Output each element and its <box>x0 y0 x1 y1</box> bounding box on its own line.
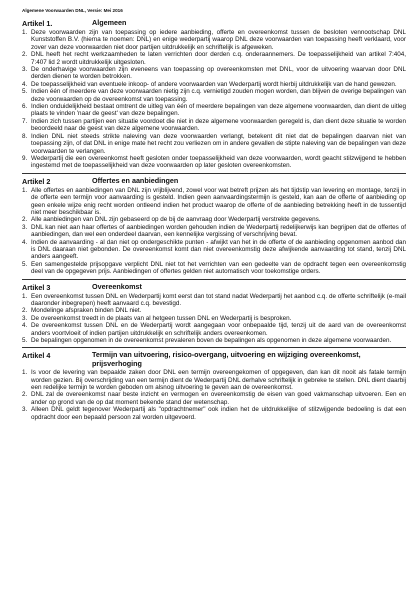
clause-number: 1. <box>22 186 28 194</box>
clause-item <box>22 187 406 217</box>
clause-item <box>22 293 406 308</box>
clause-item <box>22 337 406 344</box>
clause-item <box>22 224 406 239</box>
article-number: Artikel 3 <box>22 282 51 292</box>
clause-number: 3. <box>22 406 28 414</box>
clause-number: 1. <box>22 29 28 36</box>
clause-item <box>22 216 406 223</box>
clause-text: De onderhavige voorwaarden zijn eveneens van toepassing op overeenkomsten met DNL, voor de uitvoering waarvan door DNL derden dienen te worden betrokken. <box>31 66 406 81</box>
clause-text: Alle aanbiedingen van DNL zijn gebaseerd op de bij de aanvraag door Wederpartij verstrekte gegevens. <box>31 216 321 224</box>
clause-text: Een samengestelde prijsopgave verplicht DNL niet tot het verrichten van een gedeelte van de opdracht tegen een overeenkomstig deel van de opgegeven prijs. Aanbiedingen of offertes gelden niet automatisch voor toekomstige orders. <box>31 260 406 276</box>
clause-item <box>22 391 406 406</box>
clause-text: DNL zal de overeenkomst naar beste inzicht en vermogen en overeenkomstig de eisen van goed vakmanschap uitvoeren. Een en ander op grond van de op dat moment bekende stand der wetenschap. <box>31 391 406 406</box>
clause-item <box>22 307 406 314</box>
clause-list <box>22 187 406 276</box>
clause-number: 2. <box>22 391 28 399</box>
clause-list <box>22 293 406 345</box>
clause-number: 1. <box>22 369 28 377</box>
clause-item <box>22 155 406 170</box>
clause-item <box>22 315 406 322</box>
document-header: Algemene Voorwaarden DNL, Versie: Mei 2016 <box>22 8 123 13</box>
article-title: Algemeen <box>92 18 127 27</box>
clause-text: Alleen DNL geldt tegenover Wederpartij als "opdrachtnemer" ook indien het de uitdrukkelijke of stilzwijgende bedoeling is dat een opdracht door een bepaald persoon zal worden uitgevoerd. <box>31 406 406 421</box>
clause-item <box>22 88 406 103</box>
clause-number: 6. <box>22 103 28 111</box>
clause-text: Een overeenkomst tussen DNL en Wederpartij komt eerst dan tot stand nadat Wederpartij het aanbod c.q. de offerte schriftelijk (e-mail daaronder inbegrepen) heeft aanvaard c.q. bevestigd. <box>31 292 406 307</box>
clause-text: Indien onduidelijkheid bestaat omtrent de uitleg van één of meerdere bepalingen van deze algemene voorwaarden, dan dient de uitleg plaats te vinden 'naar de geest' van deze bepalingen. <box>31 103 406 118</box>
article-heading <box>22 173 406 186</box>
clause-number: 8. <box>22 132 28 140</box>
clause-text: Alle offertes en aanbiedingen van DNL zijn vrijblijvend, zowel voor wat betreft prijzen als het tijdstip van levering en montage, tenzij in de offerte een termijn voor aanvaarding is gesteld. Indien geen aanvaardingstermijn is gesteld, kan aan de offerte of aanbieding op geen enkele wijze enig recht worden ontleend indien het product waarop de offerte of de aanbieding betrekking heeft in de tussentijd niet meer beschikbaar is. <box>31 186 406 216</box>
clause-number: 2. <box>22 307 28 315</box>
clause-text: Indien één of meerdere van deze voorwaarden nietig zijn c.q. vernietigd zouden mogen worden, dan blijven de overige bepalingen van deze voorwaarden op de overeenkomst van toepassing. <box>31 88 406 103</box>
article-title: Offertes en aanbiedingen <box>92 175 179 185</box>
clause-text: Indien de aanvaarding - al dan niet op ondergeschikte punten - afwijkt van het in de offerte of de aanbieding opgenomen aanbod dan is DNL daaraan niet gebonden. De overeenkomst komt dan niet overeenkomstig deze afwijkende aanvaarding tot stand, tenzij DNL anders aangeeft. <box>31 238 406 261</box>
clause-number: 4. <box>22 80 28 88</box>
clause-item <box>22 322 406 337</box>
article-heading <box>22 19 406 28</box>
clause-text: Indien DNL niet steeds strikte naleving van deze voorwaarden verlangt, betekent dit niet dat de bepalingen daarvan niet van toepassing zijn, of dat DNL in enige mate het recht zou verliezen om in andere gevallen de stipte naleving van de bepalingen van deze voorwaarden te verlangen. <box>31 132 406 155</box>
article-section <box>22 173 406 276</box>
clause-number: 7. <box>22 117 28 125</box>
clause-list <box>22 29 406 170</box>
article-title: Termijn van uitvoering, risico-overgang, uitvoering en wijziging overeenkomst, prijsverhoging <box>92 350 361 368</box>
clause-text: DNL heeft het recht werkzaamheden te laten verrichten door derden c.q. onderaannemers. De toepasselijkheid van artikel 7:404, 7:407 lid 2 wordt uitdrukkelijk uitgesloten. <box>31 51 406 66</box>
clause-item <box>22 239 406 261</box>
clause-item <box>22 81 406 88</box>
clause-text: De overeenkomst tussen DNL en de Wederpartij wordt aangegaan voor onbepaalde tijd, tenzij uit de aard van de overeenkomst anders voortvloeit of indien partijen uitdrukkelijk en schriftelijk anders overeenkomen. <box>31 322 406 337</box>
article-number: Artikel 4 <box>22 351 51 361</box>
clause-text: DNL kan niet aan haar offertes of aanbiedingen worden gehouden indien de Wederpartij redelijkerwijs kan begrijpen dat de offertes of aanbiedingen, dan wel een onderdeel daarvan, een kennelijke vergissing of verschrijving bevat. <box>31 223 406 239</box>
clause-number: 3. <box>22 66 28 74</box>
clause-number: 2. <box>22 216 28 224</box>
clause-item <box>22 118 406 133</box>
articles-container <box>22 19 406 421</box>
clause-number: 5. <box>22 337 28 345</box>
article-number: Artikel 2 <box>22 176 51 186</box>
article-title: Overeenkomst <box>92 281 142 291</box>
clause-text: Deze voorwaarden zijn van toepassing op iedere aanbieding, offerte en overeenkomst tussen de besloten vennootschap DNL Kunststoffen B.V. (hierna te noemen: DNL) en enige wederpartij waarop DNL deze voorwaarden van toepassing heeft verklaard, voor zover van deze voorwaarden niet door partijen uitdrukkelijk en schriftelijk is afgeweken. <box>31 29 406 51</box>
clause-number: 2. <box>22 51 28 59</box>
clause-text: Is voor de levering van bepaalde zaken door DNL een termijn overeengekomen of opgegeven, dan kan dit nooit als fatale termijn worden gezien. Bij overschrijding van een termijn dient de Wederpartij DNL derhalve schriftelijk in gebreke te stellen. DNL dient daarbij een redelijke termijn te worden geboden om alsnog uitvoering te geven aan de overeenkomst. <box>31 369 406 392</box>
clause-item <box>22 133 406 155</box>
clause-text: Indien zich tussen partijen een situatie voordoet die niet in deze algemene voorwaarden geregeld is, dan dient deze situatie te worden beoordeeld naar de geest van deze algemene voorwaarden. <box>31 117 406 133</box>
clause-number: 4. <box>22 238 28 246</box>
clause-text: De overeenkomst treedt in de plaats van al hetgeen tussen DNL en Wederpartij is besproken. <box>31 314 292 322</box>
clause-number: 9. <box>22 154 28 162</box>
clause-item <box>22 29 406 51</box>
clause-item <box>22 406 406 421</box>
article-section <box>22 19 406 170</box>
clause-item <box>22 66 406 81</box>
clause-item <box>22 261 406 276</box>
clause-number: 3. <box>22 223 28 231</box>
article-section <box>22 347 406 421</box>
clause-text: Wederpartij die een overeenkomst heeft gesloten onder toepasselijkheid van deze voorwaarden, wordt geacht stilzwijgend te hebben ingestemd met de toepasselijkheid van deze voorwaarden op later gesloten overeenkomsten. <box>31 154 406 170</box>
article-heading <box>22 279 406 292</box>
article-section <box>22 279 406 345</box>
article-number: Artikel 1. <box>22 19 53 28</box>
clause-number: 5. <box>22 88 28 96</box>
clause-list <box>22 369 406 421</box>
clause-item <box>22 103 406 118</box>
article-heading <box>22 347 406 368</box>
clause-number: 5. <box>22 260 28 268</box>
clause-text: De toepasselijkheid van eventuele inkoop- of andere voorwaarden van Wederpartij wordt hierbij uitdrukkelijk van de hand gewezen. <box>31 80 397 88</box>
clause-number: 3. <box>22 314 28 322</box>
clause-item <box>22 51 406 66</box>
clause-text: Mondelinge afspraken binden DNL niet. <box>31 307 142 315</box>
clause-item <box>22 369 406 391</box>
clause-text: De bepalingen opgenomen in de overeenkomst prevaleren boven de bepalingen als opgenomen in deze algemene voorwaarden. <box>31 337 392 345</box>
clause-number: 4. <box>22 322 28 330</box>
clause-number: 1. <box>22 292 28 300</box>
